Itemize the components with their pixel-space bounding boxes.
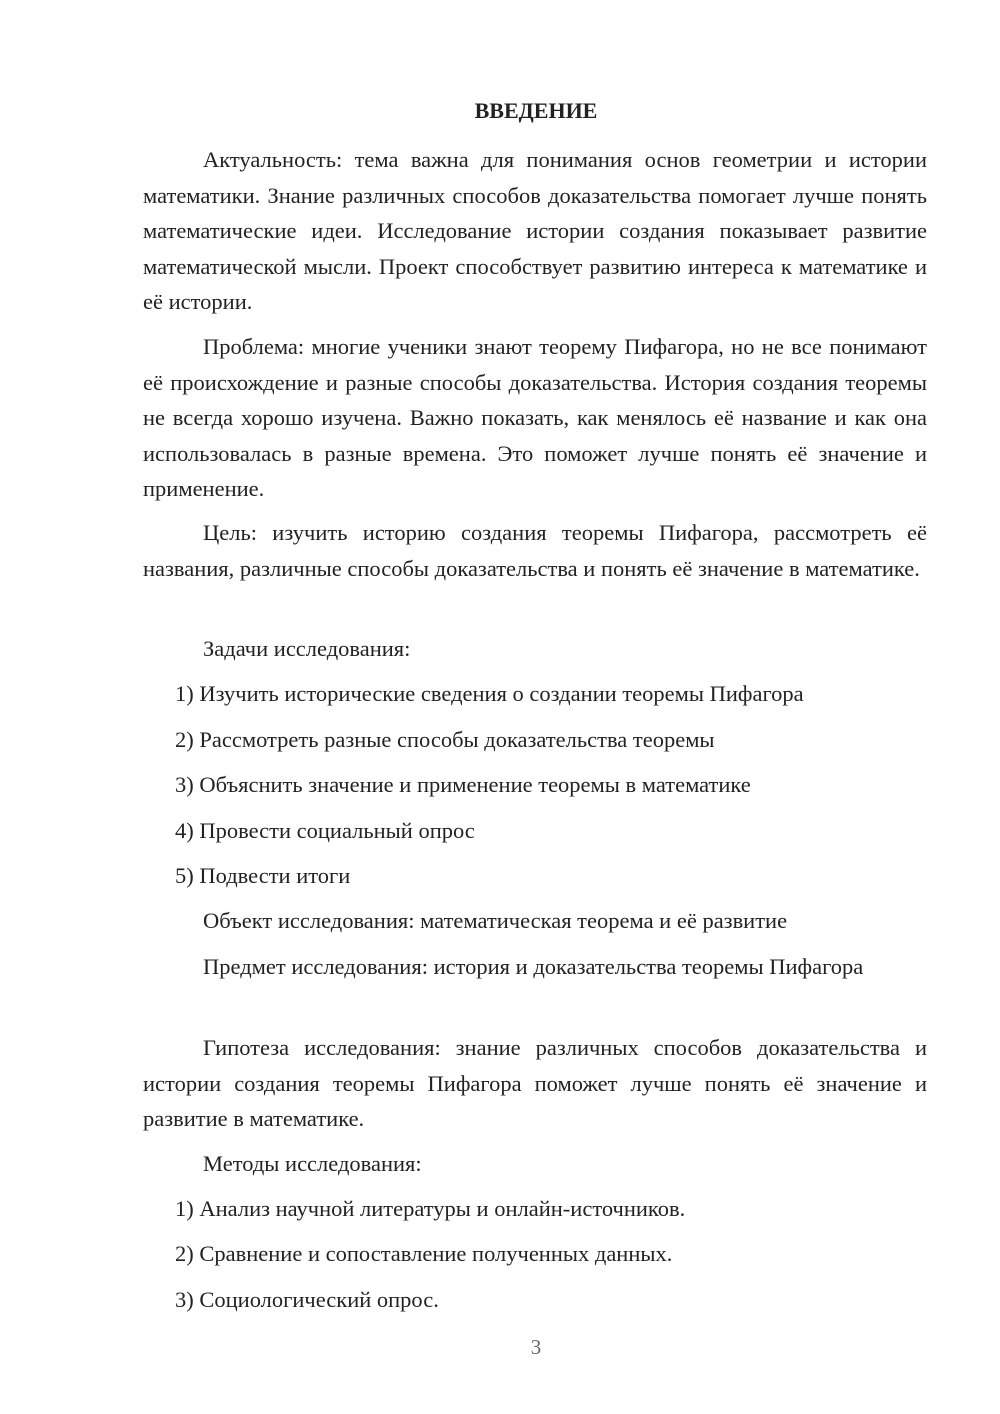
task-item: 3) Объяснить значение и применение теоремы в математике [175, 772, 751, 797]
research-subject: Предмет исследования: история и доказательства теоремы Пифагора [203, 954, 864, 979]
task-item: 5) Подвести итоги [175, 863, 351, 888]
hypothesis-paragraph: Гипотеза исследования: знание различных способов доказательства и истории создания теоремы Пифагора поможет лучше понять её значение и развитие в математике. [143, 1035, 927, 1131]
tasks-heading: Задачи исследования: [203, 636, 411, 661]
page-number: 3 [530, 1335, 542, 1359]
task-item: 2) Рассмотреть разные способы доказательства теоремы [175, 727, 715, 752]
methods-heading: Методы исследования: [203, 1151, 422, 1176]
method-item: 1) Анализ научной литературы и онлайн-источников. [175, 1196, 686, 1221]
relevance-paragraph: Актуальность: тема важна для понимания основ геометрии и истории математики. Знание различных способов доказательства помогает лучше понять математические идеи. Исследование истории создания показывает развитие математической мысли. Проект способствует развитию интереса к математике и её истории. [143, 147, 927, 314]
section-title: ВВЕДЕНИЕ [474, 98, 598, 123]
problem-paragraph: Проблема: многие ученики знают теорему Пифагора, но не все понимают её происхождение и разные способы доказательства. История создания теоремы не всегда хорошо изучена. Важно показать, как менялось её название и как она использовалась в разные времена. Это поможет лучше понять её значение и применение. [143, 334, 927, 501]
research-object: Объект исследования: математическая теорема и её развитие [203, 908, 788, 933]
task-item: 4) Провести социальный опрос [175, 818, 475, 843]
method-item: 3) Социологический опрос. [175, 1287, 439, 1312]
method-item: 2) Сравнение и сопоставление полученных данных. [175, 1241, 673, 1266]
task-item: 1) Изучить исторические сведения о создании теоремы Пифагора [175, 681, 804, 706]
goal-paragraph: Цель: изучить историю создания теоремы Пифагора, рассмотреть её названия, различные способы доказательства и понять её значение в математике. [143, 520, 927, 581]
